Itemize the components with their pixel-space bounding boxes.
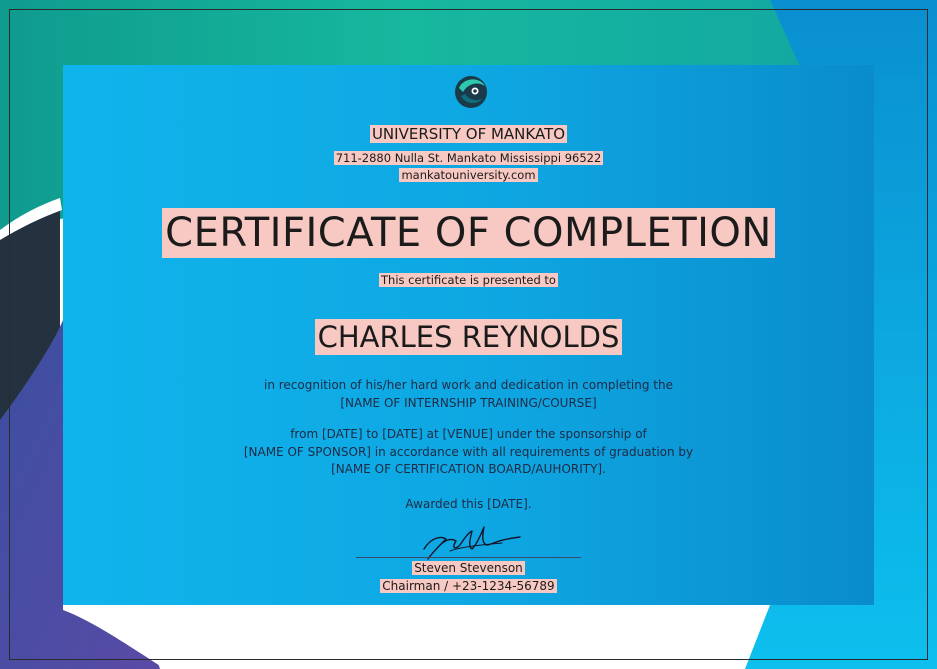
institution-address: 711-2880 Nulla St. Mankato Mississippi 96522 xyxy=(335,151,602,165)
awarded-date: Awarded this [DATE]. xyxy=(405,497,532,511)
signature-line xyxy=(356,557,581,558)
sponsor-placeholder: [NAME OF SPONSOR] in accordance with all requirements of graduation by xyxy=(243,445,694,459)
certificate-title: CERTIFICATE OF COMPLETION xyxy=(63,208,874,258)
course-placeholder: [NAME OF INTERNSHIP TRAINING/COURSE] xyxy=(340,396,597,410)
institution-website: mankatouniversity.com xyxy=(401,168,536,182)
institution-name: UNIVERSITY OF MANKATO xyxy=(371,125,566,143)
recipient-name: CHARLES REYNOLDS xyxy=(63,319,874,355)
presented-to-text: This certificate is presented to xyxy=(381,273,556,287)
recognition-line: in recognition of his/her hard work and dedication in completing the xyxy=(263,378,673,392)
globe-leaf-logo-icon xyxy=(453,74,489,110)
signer-name: Steven Stevenson xyxy=(414,561,523,575)
sponsorship-line: from [DATE] to [DATE] at [VENUE] under the sponsorship of xyxy=(290,427,647,441)
authority-placeholder: [NAME OF CERTIFICATION BOARD/AUHORITY]. xyxy=(331,462,606,476)
signer-title: Chairman / +23-1234-56789 xyxy=(382,579,555,593)
